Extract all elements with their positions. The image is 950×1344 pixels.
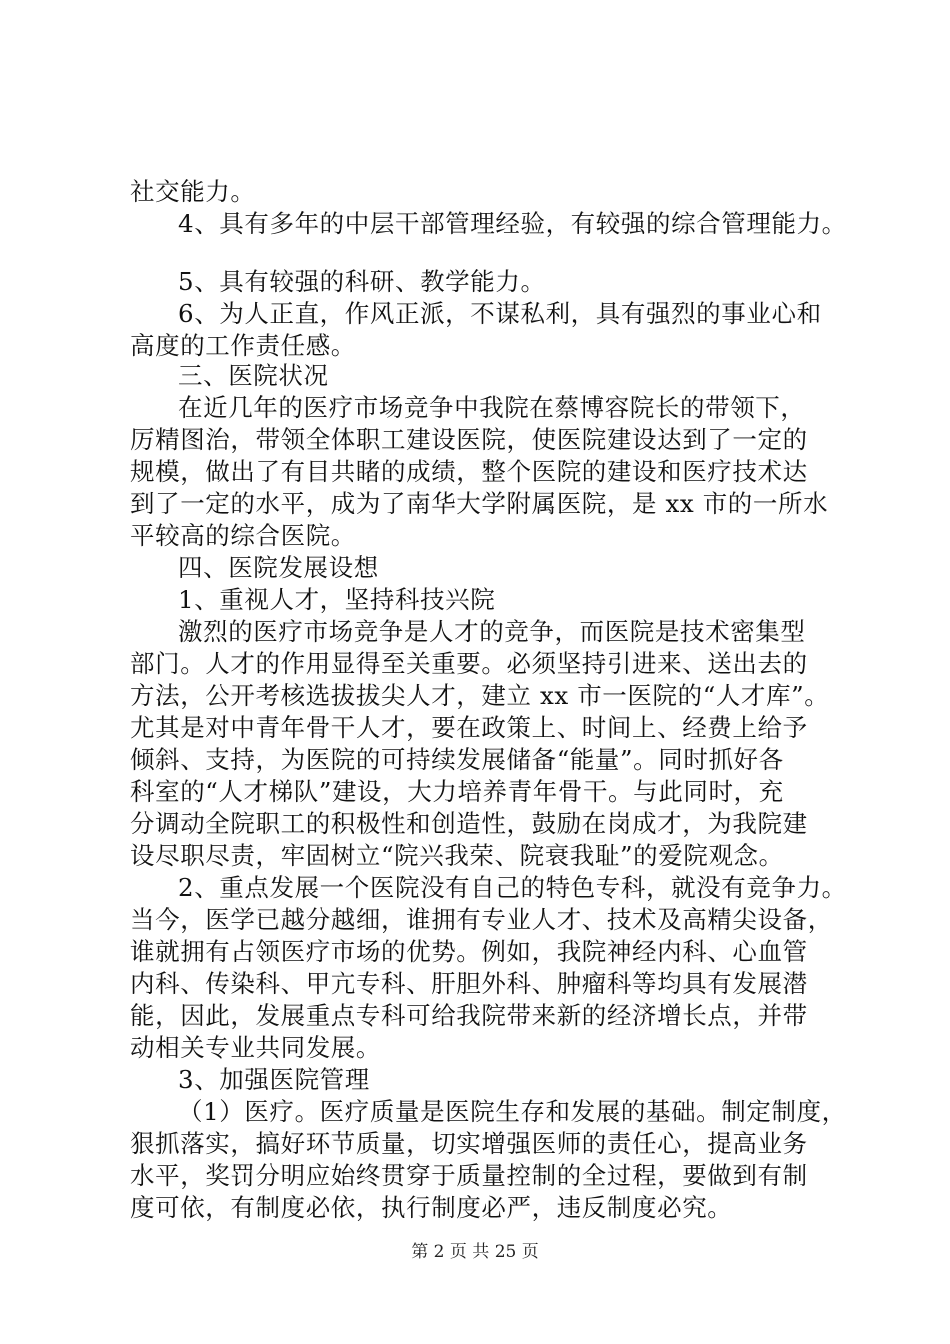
- text-line: 内科、传染科、甲亢专科、肝胆外科、肿瘤科等均具有发展潜: [130, 969, 808, 998]
- text-line: 设尽职尽责，牢固树立“院兴我荣、院衰我耻”的爱院观念。: [130, 841, 784, 870]
- text-line: 能，因此，发展重点专科可给我院带来新的经济增长点，并带: [130, 1001, 808, 1030]
- text-line: 科室的“人才梯队”建设，大力培养青年骨干。与此同时，充: [130, 777, 784, 806]
- text-line: 分调动全院职工的积极性和创造性，鼓励在岗成才，为我院建: [130, 809, 808, 838]
- subsection-heading: 3、加强医院管理: [178, 1065, 370, 1094]
- text-line: 4、具有多年的中层干部管理经验，有较强的综合管理能力。: [178, 209, 847, 238]
- text-line: 部门。人才的作用显得至关重要。必须坚持引进来、送出去的: [130, 649, 808, 678]
- text-line: 当今，医学已越分越细，谁拥有专业人才、技术及高精尖设备，: [130, 905, 833, 934]
- text-line: 动相关专业共同发展。: [130, 1033, 381, 1062]
- text-line: 激烈的医疗市场竞争是人才的竞争，而医院是技术密集型: [178, 617, 806, 646]
- section-heading: 三、医院状况: [178, 361, 329, 390]
- text-line: 到了一定的水平，成为了南华大学附属医院，是 xx 市的一所水: [130, 489, 829, 518]
- subsection-heading: 2、重点发展一个医院没有自己的特色专科，就没有竞争力。: [178, 873, 847, 902]
- text-line: 水平，奖罚分明应始终贯穿于质量控制的全过程，要做到有制: [130, 1161, 808, 1190]
- text-line: 狠抓落实，搞好环节质量，切实增强医师的责任心，提高业务: [130, 1129, 808, 1158]
- text-line: 6、为人正直，作风正派，不谋私利，具有强烈的事业心和: [178, 299, 822, 328]
- text-line: 厉精图治，带领全体职工建设医院，使医院建设达到了一定的: [130, 425, 808, 454]
- text-line: 谁就拥有占领医疗市场的优势。例如，我院神经内科、心血管: [130, 937, 808, 966]
- section-heading: 四、医院发展设想: [178, 553, 379, 582]
- text-line: 社交能力。: [130, 177, 256, 206]
- text-line: 方法，公开考核选拔拔尖人才，建立 xx 市一医院的“人才库”。: [130, 681, 830, 710]
- text-line: 度可依，有制度必依，执行制度必严，违反制度必究。: [130, 1193, 733, 1222]
- subsection-heading: 1、重视人才，坚持科技兴院: [178, 585, 496, 614]
- text-line: 倾斜、支持，为医院的可持续发展储备“能量”。同时抓好各: [130, 745, 784, 774]
- text-line: 5、具有较强的科研、教学能力。: [178, 267, 546, 296]
- text-line: 平较高的综合医院。: [130, 521, 356, 550]
- text-line: 高度的工作责任感。: [130, 331, 356, 360]
- text-line: （1）医疗。医疗质量是医院生存和发展的基础。制定制度，: [178, 1097, 847, 1126]
- text-line: 规模，做出了有目共睹的成绩，整个医院的建设和医疗技术达: [130, 457, 808, 486]
- text-line: 在近几年的医疗市场竞争中我院在蔡博容院长的带领下，: [178, 393, 806, 422]
- text-line: 尤其是对中青年骨干人才，要在政策上、时间上、经费上给予: [130, 713, 808, 742]
- page-footer: 第 2 页 共 25 页: [411, 1242, 539, 1262]
